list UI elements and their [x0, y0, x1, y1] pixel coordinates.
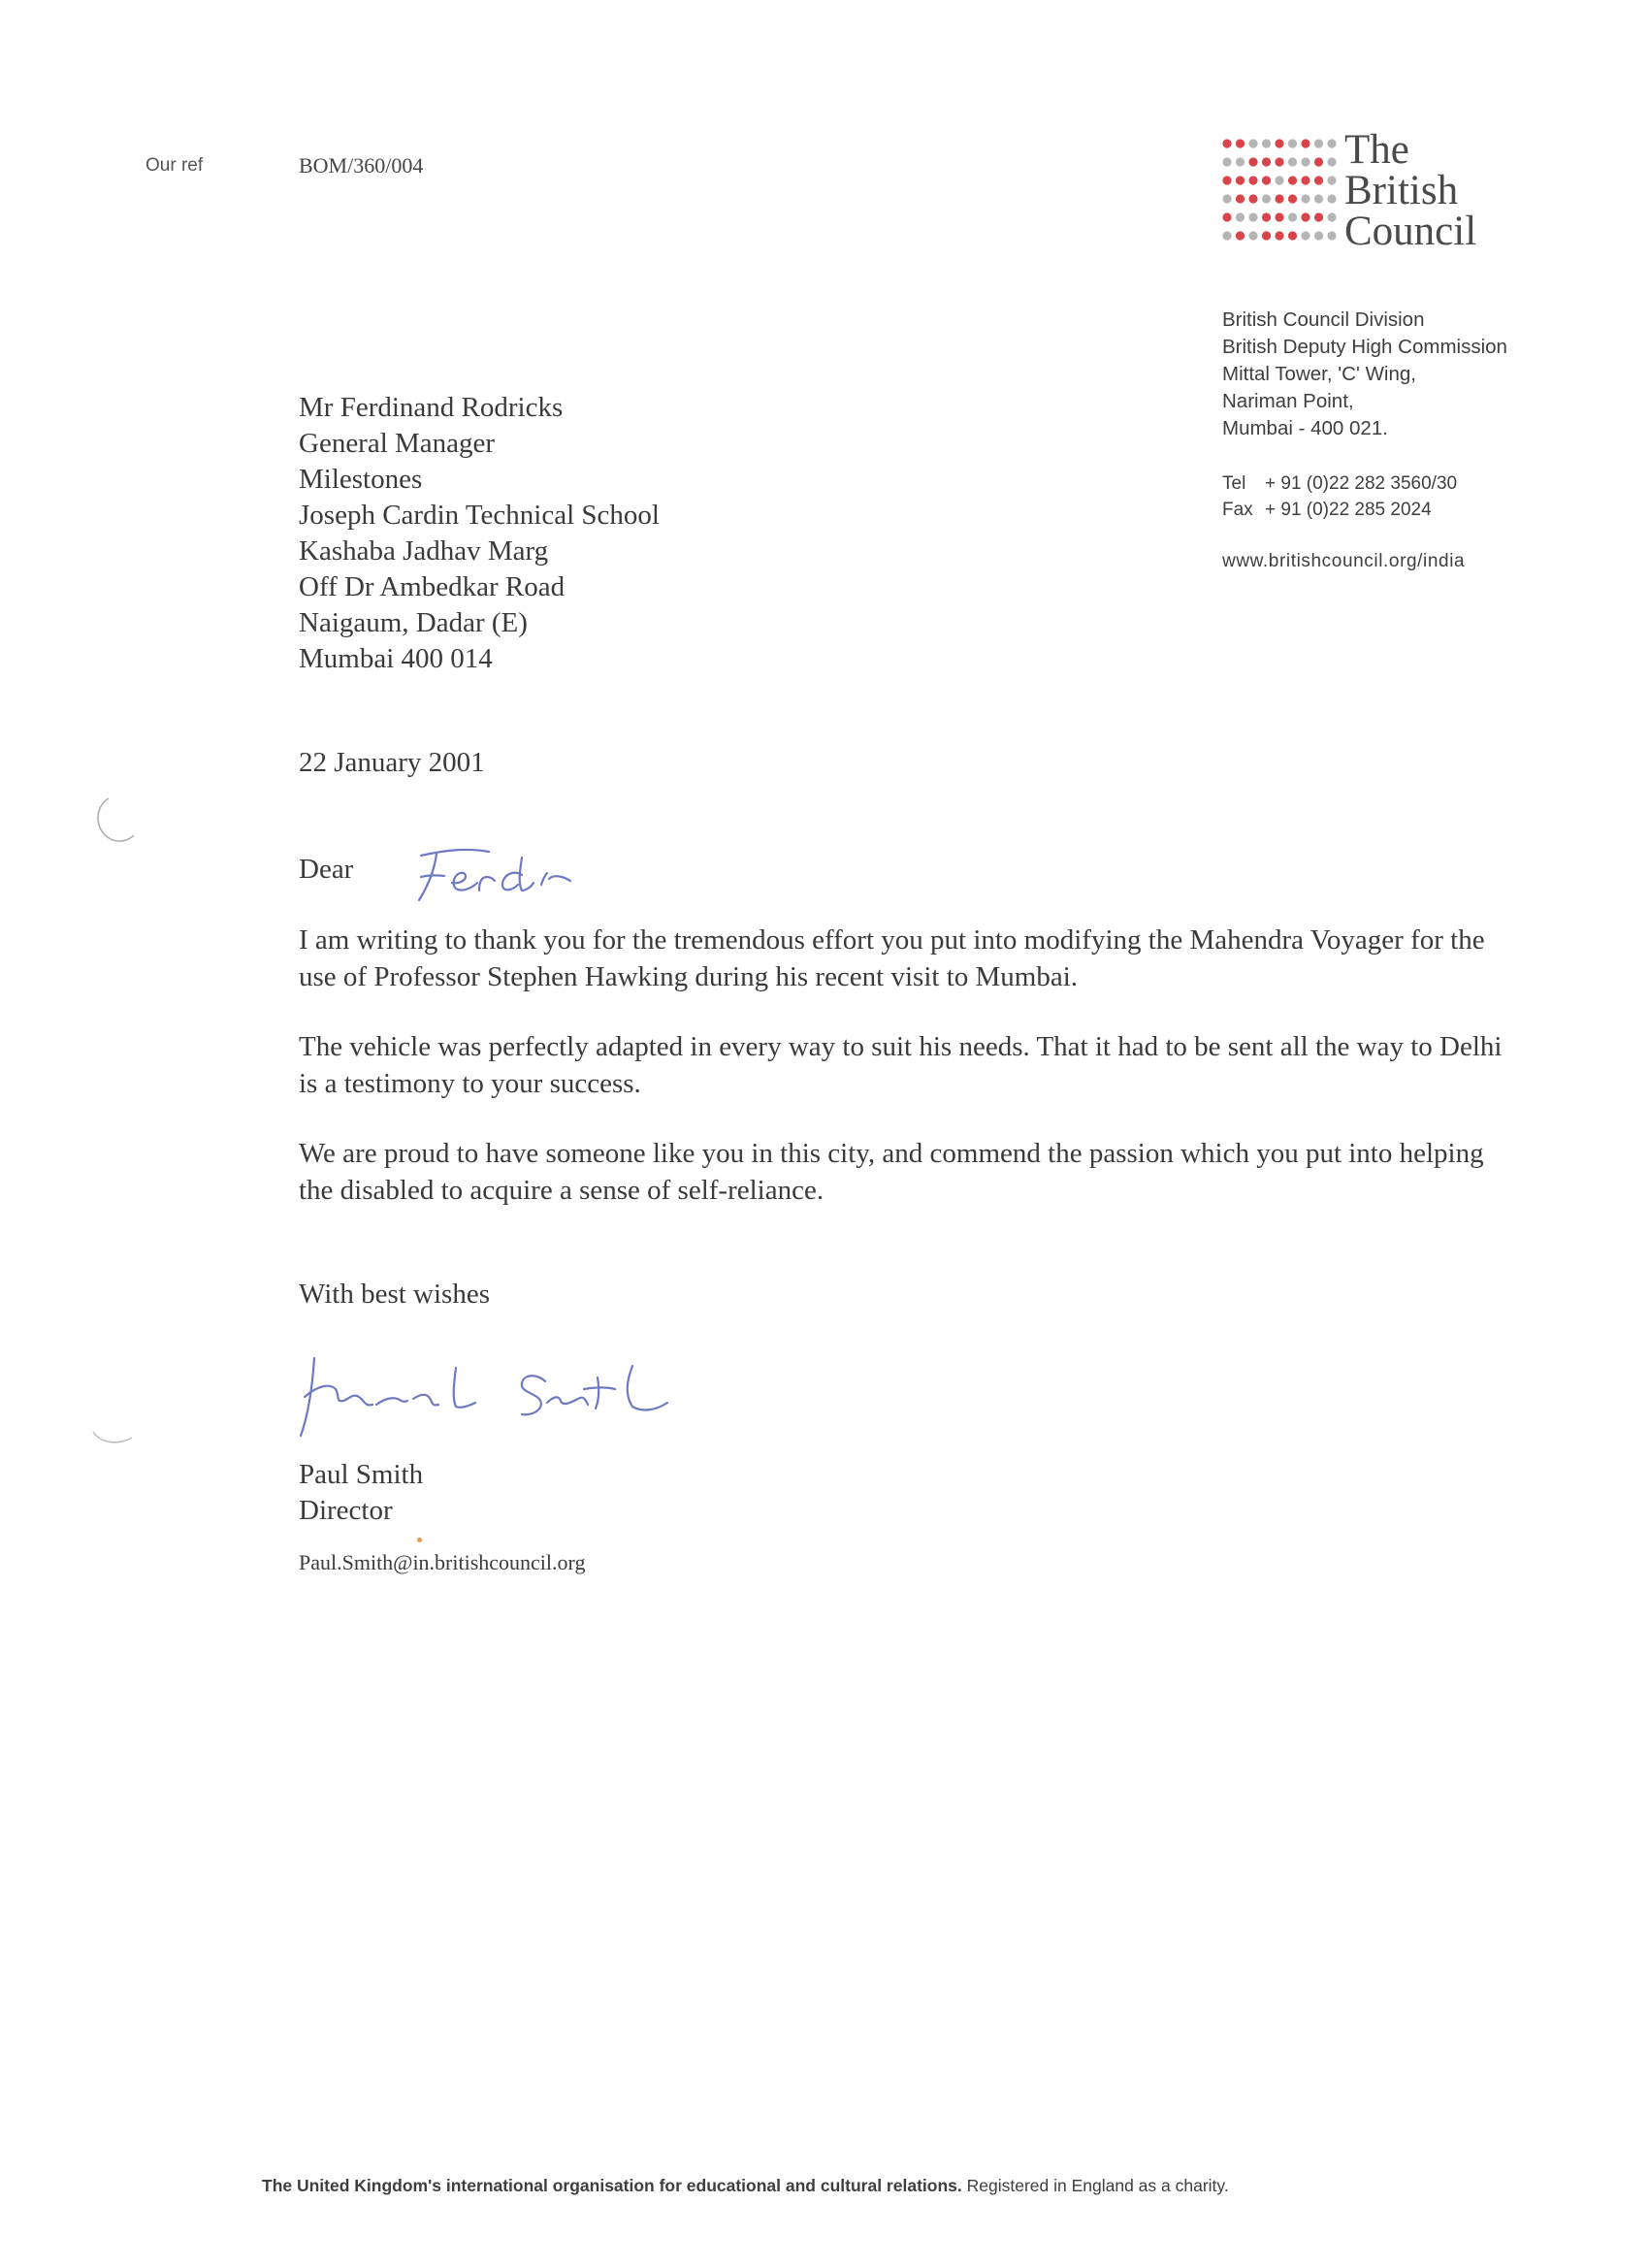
logo-dot-grid-icon: [1220, 136, 1346, 252]
logo-dot: [1262, 176, 1271, 184]
logo-dot: [1314, 212, 1323, 221]
signer-name: Paul Smith: [299, 1459, 424, 1490]
logo-dot: [1327, 176, 1336, 184]
recipient-line: Off Dr Ambedkar Road: [299, 571, 566, 602]
signature: [291, 1339, 737, 1445]
logo-dot: [1288, 231, 1297, 240]
logo-dot: [1301, 139, 1310, 147]
scan-speck: [417, 1538, 422, 1542]
fax-label: Fax: [1222, 500, 1253, 520]
reference-number: BOM/360/004: [299, 153, 424, 178]
logo-dot: [1248, 231, 1257, 240]
logo-dot: [1222, 194, 1231, 203]
logo-dot: [1236, 176, 1245, 184]
punch-hole-mark: [89, 791, 138, 849]
logo-dot: [1262, 231, 1271, 240]
website-link[interactable]: www.britishcouncil.org/india: [1222, 551, 1466, 571]
logo-dot: [1327, 157, 1336, 166]
recipient-address: [299, 390, 660, 677]
logo-line-the: The: [1344, 127, 1409, 173]
logo-dot: [1275, 231, 1283, 240]
logo-dot: [1288, 194, 1297, 203]
office-line: Nariman Point,: [1222, 390, 1354, 412]
logo-dot: [1288, 157, 1297, 166]
logo-dot: [1236, 139, 1245, 147]
logo-dot: [1314, 176, 1323, 184]
logo-dot: [1222, 176, 1231, 184]
office-line: British Deputy High Commission: [1222, 336, 1507, 358]
handwritten-name-ferdi: [407, 836, 592, 904]
logo-dot: [1236, 194, 1245, 203]
telephone-row: [1222, 470, 1457, 497]
office-address: [1222, 307, 1507, 442]
logo-line-council: Council: [1344, 209, 1477, 254]
logo-dot: [1262, 194, 1271, 203]
logo-dot: [1262, 212, 1271, 221]
logo-dot: [1288, 176, 1297, 184]
logo-dot: [1222, 157, 1231, 166]
logo-dot: [1222, 231, 1231, 240]
recipient-line: Naigaum, Dadar (E): [299, 607, 528, 638]
logo-dot: [1236, 231, 1245, 240]
signer-email[interactable]: Paul.Smith@in.britishcouncil.org: [299, 1550, 586, 1574]
footer-organisation-statement: The United Kingdom's international organisation for educational and cultural relations.: [262, 2176, 962, 2195]
logo-dot: [1275, 194, 1283, 203]
logo-dot: [1248, 157, 1257, 166]
logo-dot: [1327, 212, 1336, 221]
office-line: British Council Division: [1222, 308, 1425, 331]
telephone-number: + 91 (0)22 282 3560/30: [1265, 473, 1458, 494]
logo-dot: [1314, 194, 1323, 203]
logo-dot: [1314, 157, 1323, 166]
logo-dot: [1301, 231, 1310, 240]
logo-dot: [1275, 139, 1283, 147]
recipient-line: Kashaba Jadhav Marg: [299, 535, 549, 567]
recipient-line: Mr Ferdinand Rodricks: [299, 392, 564, 423]
footer-charity-statement: Registered in England as a charity.: [966, 2176, 1229, 2195]
logo-dot: [1275, 212, 1283, 221]
logo-dot: [1301, 176, 1310, 184]
logo-dot: [1248, 194, 1257, 203]
reference-label: Our ref: [146, 155, 204, 176]
recipient-line: General Manager: [299, 428, 496, 459]
logo-dot: [1222, 212, 1231, 221]
logo-wordmark: [1344, 127, 1477, 254]
logo-dot: [1301, 212, 1310, 221]
recipient-line: Milestones: [299, 464, 423, 495]
logo-dot: [1327, 194, 1336, 203]
closing-line: With best wishes: [299, 1279, 490, 1310]
logo-dot: [1275, 176, 1283, 184]
contact-numbers: [1222, 470, 1457, 523]
body-paragraph: I am writing to thank you for the tremendous effort you put into modifying the Mahendra Voyager for the use of Professor Stephen Hawking during his recent visit to Mumbai.: [299, 924, 1485, 992]
logo-dot: [1288, 139, 1297, 147]
body-paragraph: We are proud to have someone like you in this city, and commend the passion which you put into helping the disabled to acquire a sense of self-reliance.: [299, 1138, 1484, 1206]
logo-dot: [1236, 212, 1245, 221]
telephone-label: Tel: [1222, 473, 1246, 494]
british-council-logo: [1220, 127, 1521, 256]
logo-dot: [1222, 139, 1231, 147]
office-line: Mumbai - 400 021.: [1222, 417, 1388, 439]
recipient-line: Mumbai 400 014: [299, 643, 493, 674]
letter-body: [299, 922, 1511, 1242]
logo-dot: [1301, 194, 1310, 203]
punch-hole-mark: [89, 1426, 138, 1455]
body-paragraph: The vehicle was perfectly adapted in every way to suit his needs. That it had to be sent all the way to Delhi is a testimony to your success.: [299, 1031, 1503, 1099]
logo-dot: [1275, 157, 1283, 166]
recipient-line: Joseph Cardin Technical School: [299, 500, 660, 531]
logo-line-british: British: [1344, 168, 1459, 213]
signer-block: [299, 1457, 423, 1529]
logo-dot: [1327, 139, 1336, 147]
logo-dot: [1248, 139, 1257, 147]
office-line: Mittal Tower, 'C' Wing,: [1222, 363, 1416, 385]
logo-dot: [1262, 157, 1271, 166]
logo-dot: [1236, 157, 1245, 166]
logo-dot: [1248, 176, 1257, 184]
salutation: Dear: [299, 854, 354, 885]
logo-dot: [1301, 157, 1310, 166]
footer-tagline: [262, 2176, 1229, 2196]
fax-number: + 91 (0)22 285 2024: [1265, 500, 1432, 520]
logo-dot: [1314, 231, 1323, 240]
letter-date: 22 January 2001: [299, 747, 485, 778]
fax-row: [1222, 497, 1457, 523]
logo-dot: [1314, 139, 1323, 147]
logo-dot: [1248, 212, 1257, 221]
logo-dot: [1288, 212, 1297, 221]
signer-title: Director: [299, 1495, 393, 1526]
logo-dot: [1262, 139, 1271, 147]
logo-dot: [1327, 231, 1336, 240]
